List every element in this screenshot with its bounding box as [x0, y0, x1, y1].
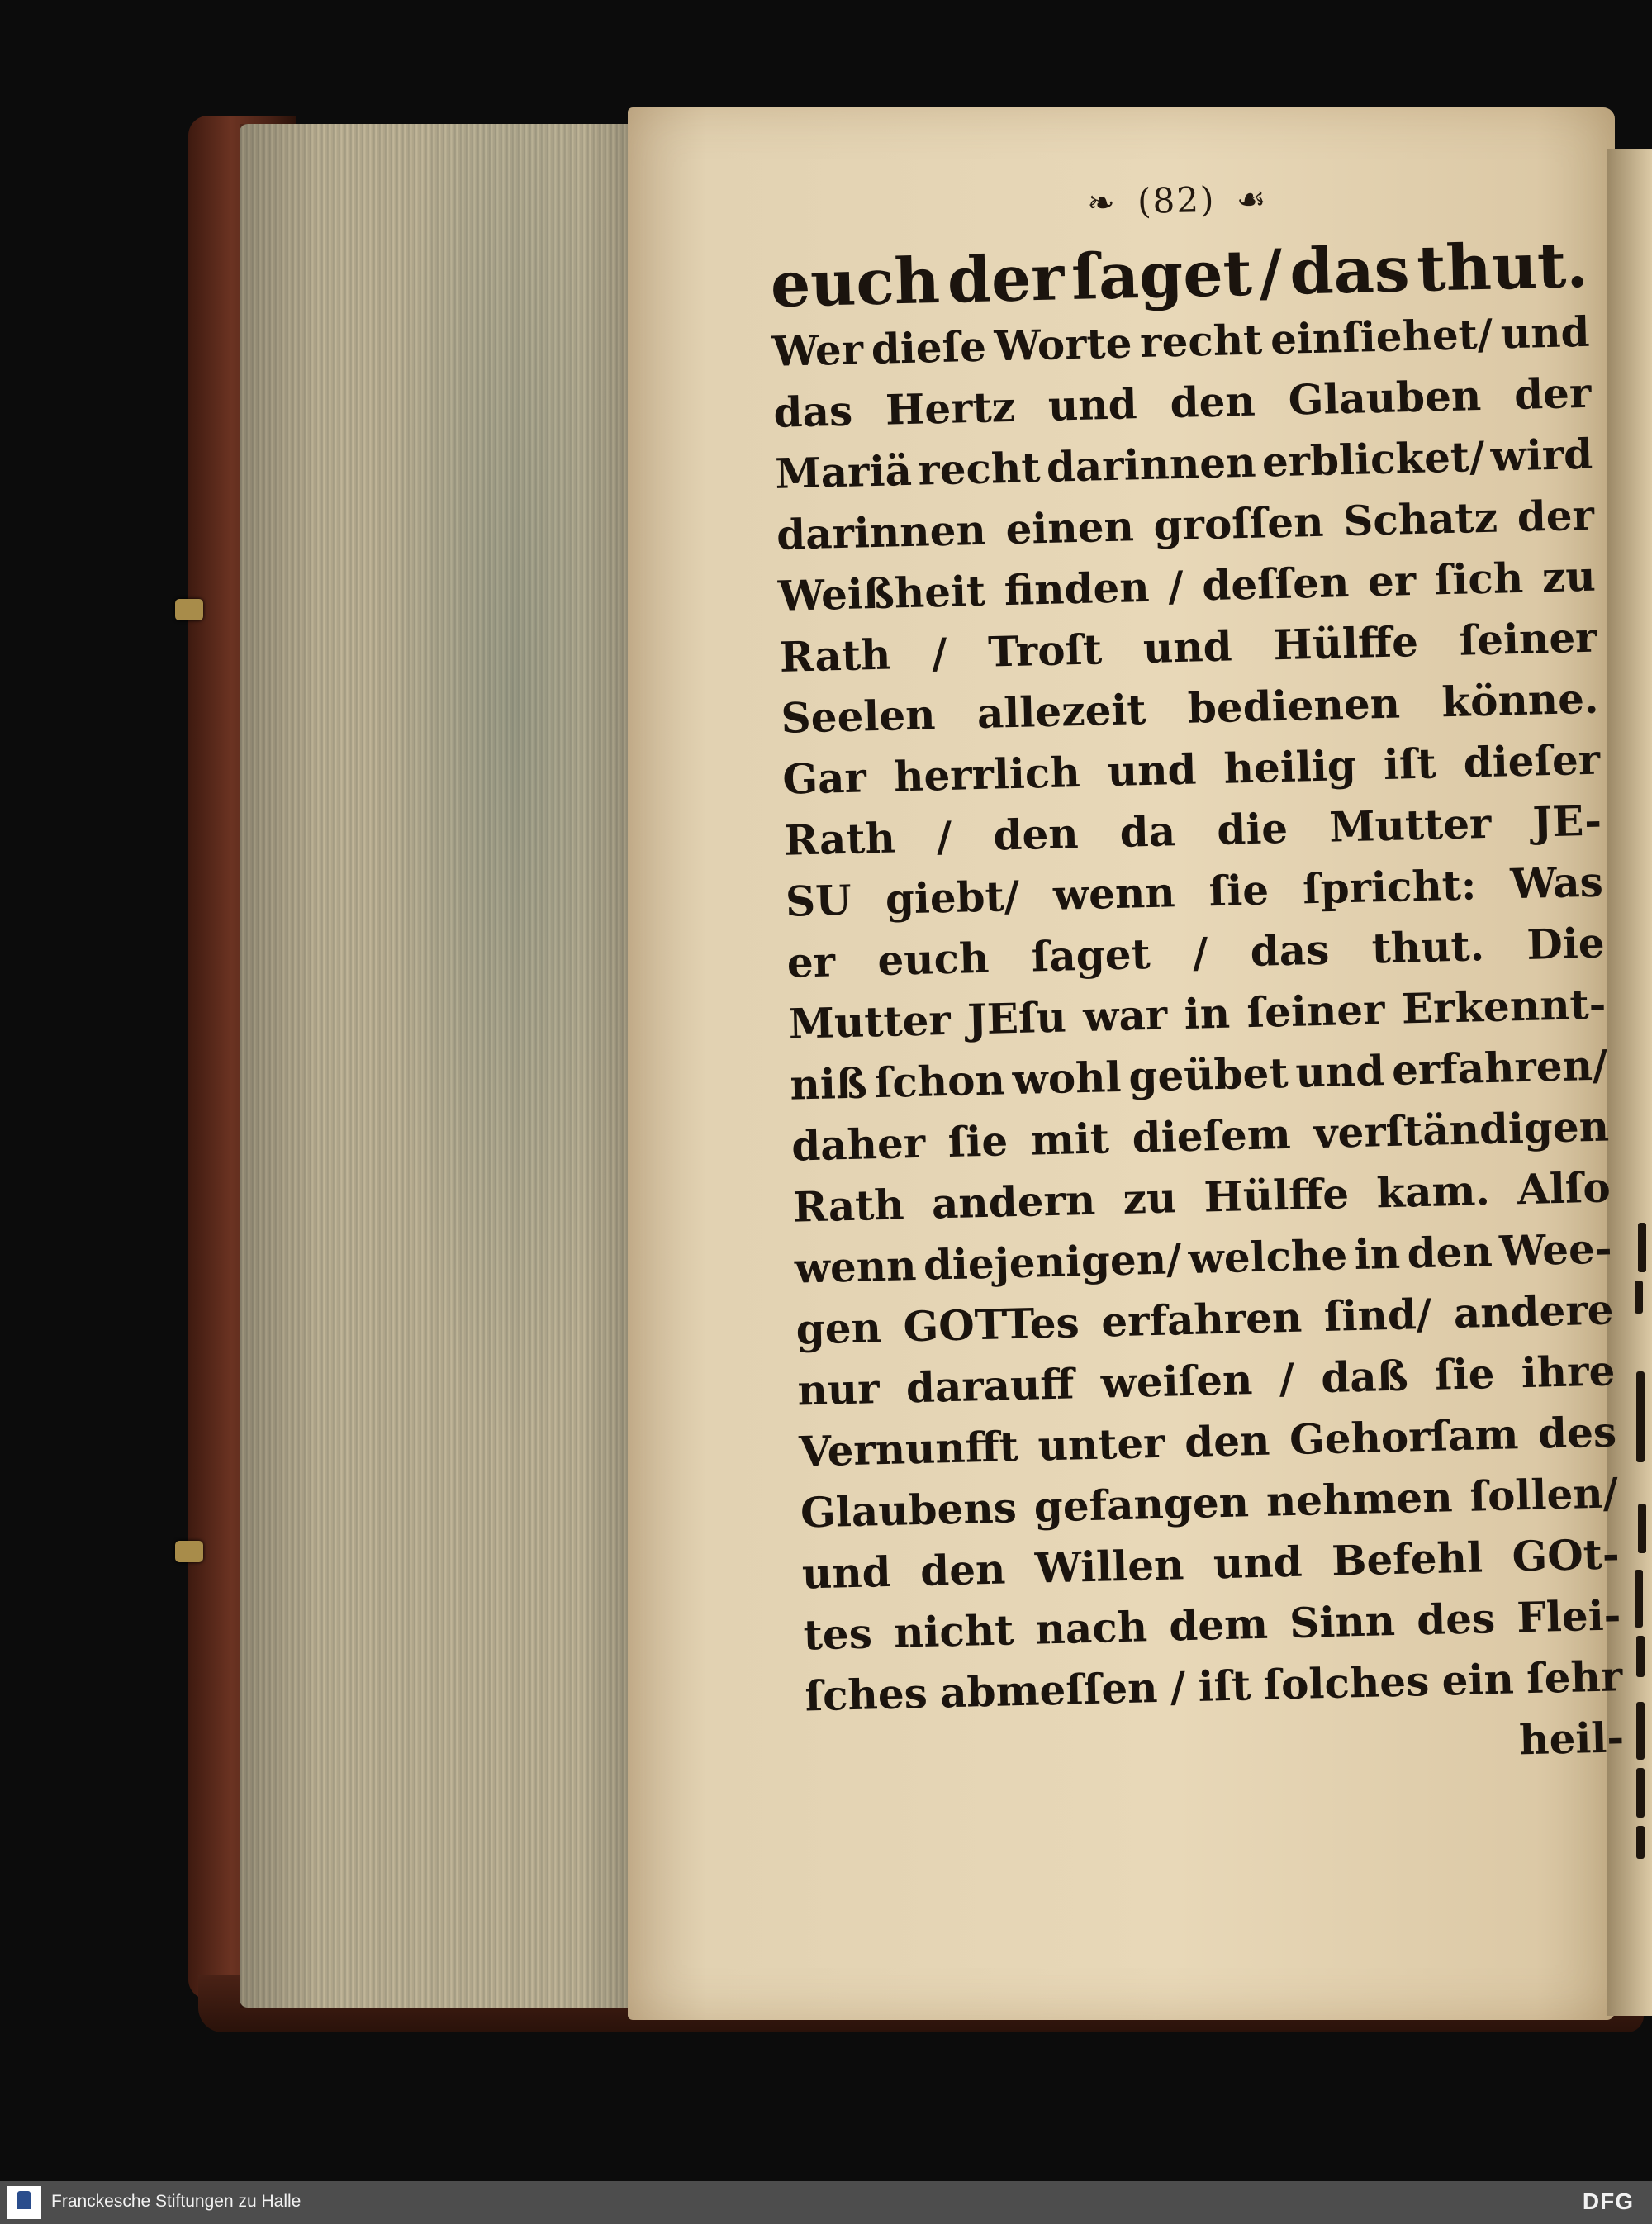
word: Hülffe [1272, 616, 1419, 670]
word: war [1082, 990, 1168, 1041]
word: bedienen [1187, 678, 1401, 733]
word: deſſen [1201, 557, 1350, 611]
word: den [992, 809, 1080, 860]
word: ſeiner [1246, 985, 1386, 1038]
word: Sinn [1289, 1595, 1396, 1648]
word: Mutter [1328, 798, 1493, 852]
word: und [801, 1547, 892, 1599]
word: SU [785, 875, 852, 926]
word: Rath [792, 1180, 905, 1232]
word: Flei- [1516, 1590, 1622, 1642]
word: ſpricht: [1302, 860, 1478, 914]
word: Glaubens [800, 1483, 1018, 1537]
word: welche [1188, 1230, 1348, 1283]
word: nicht [893, 1605, 1014, 1657]
viewer-footer [0, 2181, 1652, 2224]
word: Befehl [1331, 1533, 1483, 1585]
word: verſtändigen [1313, 1101, 1610, 1158]
word: ſie [947, 1116, 1009, 1167]
word: wird [1490, 429, 1593, 481]
word: nach [1034, 1602, 1148, 1654]
word: zu [1122, 1173, 1177, 1224]
word: ſaget [1031, 929, 1151, 981]
word: der [1517, 490, 1595, 541]
word: euch [876, 933, 990, 986]
word: Mariä [774, 445, 913, 498]
word: unter [1037, 1418, 1166, 1471]
word: der [946, 240, 1066, 317]
word: JEſu [966, 992, 1067, 1044]
word: iſt [1383, 739, 1437, 789]
word: die [1216, 803, 1289, 854]
ornament-left-icon: ❧ [1086, 183, 1118, 223]
word: könne. [1441, 673, 1600, 727]
word: den [1406, 1226, 1493, 1278]
word: recht [917, 443, 1042, 495]
word: dieſe [871, 321, 987, 373]
word: erfahren [1100, 1292, 1303, 1347]
word: geübet [1127, 1048, 1289, 1101]
word: heil- [1518, 1713, 1625, 1765]
word: einen [1004, 501, 1135, 554]
facing-page-ink [1635, 1570, 1643, 1628]
word: darinnen [1046, 437, 1257, 492]
word: Gehorſam [1289, 1409, 1520, 1465]
institution-logo-icon [7, 2186, 41, 2219]
word: ſie [1434, 1348, 1496, 1400]
word: und [1500, 307, 1591, 359]
word: dem [1168, 1599, 1269, 1651]
word: finden [1004, 562, 1151, 615]
word: / [1258, 235, 1284, 310]
word: erfahren/ [1391, 1040, 1608, 1095]
word: Seelen [780, 690, 937, 743]
word: ſollen/ [1469, 1468, 1619, 1521]
word: / [1167, 561, 1184, 611]
page-fore-edge-shading [240, 124, 669, 2008]
word: nehmen [1265, 1472, 1454, 1526]
word: daher [790, 1118, 926, 1171]
word: / [936, 811, 952, 862]
word: Rath [783, 813, 896, 865]
word: er [786, 937, 836, 987]
word: andere [1453, 1285, 1615, 1338]
word: abmeſſen [939, 1663, 1159, 1718]
word: groſſen [1152, 497, 1325, 550]
facing-page-ink [1638, 1504, 1646, 1553]
word: und [1142, 621, 1233, 673]
word: euch [769, 243, 941, 321]
dfg-logo: DFG [1582, 2188, 1634, 2214]
word: Was [1509, 857, 1604, 909]
word: Alſo [1517, 1162, 1612, 1214]
word: herrlich [893, 747, 1081, 801]
word: und [1047, 379, 1138, 430]
word: dieſem [1131, 1109, 1292, 1162]
word: ſind/ [1323, 1289, 1432, 1341]
word: diejenigen/ [923, 1234, 1182, 1290]
word: das [1250, 924, 1330, 977]
facing-page-ink [1636, 1768, 1645, 1818]
facing-page-ink [1635, 1281, 1643, 1314]
word: ein [1441, 1654, 1515, 1705]
facing-page-ink [1636, 1371, 1645, 1462]
word: JE- [1531, 796, 1602, 847]
word: Mutter [787, 995, 952, 1048]
word: Rath [779, 630, 892, 682]
word: ſchon [874, 1055, 1006, 1108]
word: den [919, 1544, 1007, 1595]
word: gen [795, 1303, 882, 1354]
word: ihre [1521, 1346, 1616, 1398]
word: heilig [1222, 740, 1357, 793]
word: / [1192, 928, 1209, 977]
word: wenn [1052, 867, 1176, 920]
word: kam. [1375, 1166, 1491, 1218]
word: und [1294, 1046, 1385, 1097]
word: Willen [1034, 1540, 1185, 1593]
word: darauff [905, 1359, 1075, 1413]
word: daß [1320, 1351, 1409, 1403]
word: Weißheit [777, 566, 986, 620]
word: thut. [1370, 921, 1485, 973]
word: das [772, 386, 853, 437]
word: da [1119, 806, 1176, 857]
word: einſiehet/ [1270, 309, 1493, 364]
clasp-lower [175, 1541, 203, 1562]
word: zu [1541, 551, 1597, 602]
word: des [1416, 1594, 1496, 1645]
page-text-block [768, 170, 1625, 1789]
word: tes [803, 1609, 873, 1660]
word: in [1183, 988, 1231, 1038]
word: mit [1030, 1114, 1110, 1165]
page-number: (82) [1137, 178, 1216, 222]
word: Hülffe [1203, 1169, 1350, 1222]
word: ſich [1434, 553, 1524, 605]
facing-page-ink [1636, 1636, 1645, 1677]
word: des [1537, 1407, 1617, 1458]
word: nur [796, 1364, 881, 1415]
word: Wee- [1498, 1224, 1613, 1276]
word: ſaget [1070, 235, 1253, 315]
word: Erkennt- [1401, 979, 1607, 1034]
word: und [1213, 1537, 1303, 1589]
word: iſt [1197, 1661, 1251, 1711]
word: der [1513, 368, 1592, 419]
word: GOt- [1511, 1529, 1621, 1581]
word: andern [931, 1175, 1096, 1228]
ornament-right-icon: ☙ [1236, 180, 1269, 220]
word: Wer [771, 325, 864, 376]
word: Glauben [1287, 370, 1482, 425]
word: giebt/ [885, 871, 1020, 924]
word: / [1170, 1662, 1186, 1712]
word: gefangen [1033, 1477, 1250, 1532]
word: ſches [804, 1668, 928, 1721]
word: Schatz [1342, 492, 1498, 546]
word: Die [1526, 918, 1606, 969]
word: weiſen [1100, 1355, 1253, 1408]
word: thut. [1416, 227, 1589, 306]
word: in [1353, 1228, 1401, 1280]
word: allezeit [976, 685, 1147, 738]
word: dieſer [1462, 734, 1601, 787]
word: ſehr [1526, 1651, 1623, 1704]
facing-page-ink [1636, 1826, 1645, 1859]
word: Vernunfft [798, 1422, 1019, 1476]
word: niß [789, 1058, 868, 1110]
word: GOTTes [902, 1298, 1080, 1352]
word: Hertz [885, 382, 1016, 435]
word: ſolches [1262, 1656, 1430, 1709]
facing-page-ink [1638, 1223, 1646, 1272]
institution-name: Franckesche Stiftungen zu Halle [51, 2192, 301, 2211]
word: Gar [781, 753, 867, 804]
word: wohl [1012, 1052, 1123, 1105]
word: den [1184, 1415, 1271, 1467]
word: und [1107, 744, 1198, 796]
word: er [1367, 555, 1417, 606]
facing-page-ink [1636, 1702, 1645, 1760]
word: ſeiner [1458, 612, 1598, 665]
word: recht [1139, 315, 1263, 368]
word: erblicket/ [1261, 431, 1485, 487]
word: darinnen [776, 505, 987, 559]
word: Troſt [987, 625, 1103, 677]
clasp-upper [175, 599, 203, 620]
word: / [1278, 1353, 1295, 1404]
word: wenn [794, 1241, 918, 1293]
word: ſie [1208, 865, 1270, 916]
word: Worte [993, 318, 1133, 371]
word: den [1169, 376, 1256, 428]
word: das [1289, 232, 1411, 309]
word: / [931, 628, 948, 678]
text-lines [770, 229, 1625, 1789]
